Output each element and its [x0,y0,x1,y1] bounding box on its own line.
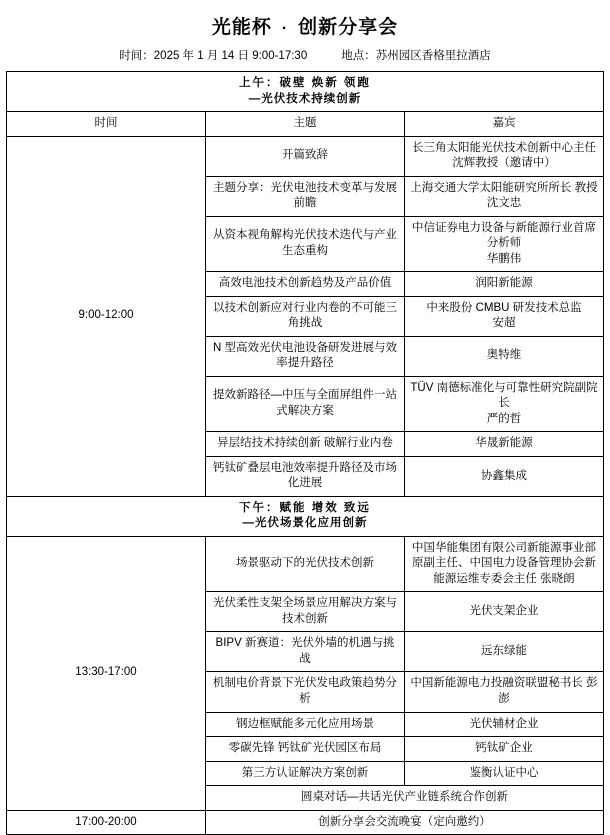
guest-cell: 华晟新能源 [405,432,604,457]
topic-cell: 场景驱动下的光伏技术创新 [206,536,405,592]
guest-cell: 长三角太阳能光伏技术创新中心主任 沈辉教授（邀请中） [405,136,604,176]
topic-cell: 钙钛矿叠层电池效率提升路径及市场化进展 [206,456,405,496]
evening-event-cell: 创新分享会交流晚宴（定向邀约） [206,810,604,835]
guest-cell: 光伏辅材企业 [405,712,604,737]
afternoon-session-header [7,496,604,536]
topic-cell: 高效电池技术创新趋势及产品价值 [206,272,405,297]
topic-cell: 开篇致辞 [206,136,405,176]
page-title [6,12,604,39]
guest-cell: 中国华能集团有限公司新能源事业部原副主任、中国电力设备管理协会新能源运维专委会主任 张晓朗 [405,536,604,592]
topic-cell: 主题分享：光伏电池技术变革与发展前瞻 [206,176,405,216]
morning-session-line2: —光伏技术持续创新 [248,92,362,105]
afternoon-session-line1: 下午：赋能 增效 致远 [239,501,371,514]
afternoon-time-cell: 13:30-17:00 [7,536,206,810]
afternoon-session-line2: —光伏场景化应用创新 [242,517,368,530]
guest-cell: 润阳新能源 [405,272,604,297]
table-row [7,136,604,176]
guest-cell: 中国新能源电力投融资联盟秘书长 彭澎 [405,672,604,712]
topic-cell: 零碳先锋 钙钛矿光伏园区布局 [206,737,405,762]
event-place: 地点：苏州园区香格里拉酒店 [341,50,491,62]
topic-cell: 从资本视角解构光伏技术迭代与产业生态重构 [206,216,405,272]
table-row-evening [7,810,604,835]
agenda-table [6,71,604,835]
guest-cell: TÜV 南德标准化与可靠性研究院副院长 严的哲 [405,376,604,432]
topic-cell: N 型高效光伏电池设备研发进展与效率提升路径 [206,336,405,376]
guest-cell: 中信证券电力设备与新能源行业首席分析师 华鹏伟 [405,216,604,272]
topic-cell: 钢边框赋能多元化应用场景 [206,712,405,737]
title-separator-dot: · [281,20,289,37]
topic-cell: BIPV 新赛道：光伏外墙的机遇与挑战 [206,632,405,672]
guest-cell: 奥特维 [405,336,604,376]
table-row-column-headers [7,112,604,137]
topic-cell: 机制电价背景下光伏发电政策趋势分析 [206,672,405,712]
title-left: 光能杯 [211,17,272,38]
topic-cell: 以技术创新应对行业内卷的不可能三角挑战 [206,296,405,336]
morning-time-cell: 9:00-12:00 [7,136,206,496]
topic-cell: 第三方认证解决方案创新 [206,761,405,786]
guest-cell: 钙钛矿企业 [405,737,604,762]
evening-time-cell: 17:00-20:00 [7,810,206,835]
morning-session-line1: 上午：破壁 焕新 领跑 [239,77,371,89]
guest-cell: 光伏支架企业 [405,592,604,632]
topic-cell: 提效新路径—中压与全面屏组件一站式解决方案 [206,376,405,432]
guest-cell: 上海交通大学太阳能研究所所长 教授 沈文忠 [405,176,604,216]
column-header-time: 时间 [7,112,206,137]
topic-cell: 异层结技术持续创新 破解行业内卷 [206,432,405,457]
title-right: 创新分享会 [298,17,399,38]
column-header-topic: 主题 [206,112,405,137]
table-row-morning-session [7,72,604,112]
table-row-afternoon-session [7,496,604,536]
guest-cell: 协鑫集成 [405,456,604,496]
column-header-guest: 嘉宾 [405,112,604,137]
event-meta [6,47,604,63]
event-time: 时间：2025 年 1 月 14 日 9:00-17:30 [119,50,308,62]
morning-session-header [7,72,604,112]
table-row [7,536,604,592]
guest-cell: 鉴衡认证中心 [405,761,604,786]
topic-cell: 光伏柔性支架全场景应用解决方案与技术创新 [206,592,405,632]
guest-cell: 远东绿能 [405,632,604,672]
roundtable-cell: 圆桌对话—共话光伏产业链系统合作创新 [206,786,604,811]
guest-cell: 中来股份 CMBU 研发技术总监 安超 [405,296,604,336]
